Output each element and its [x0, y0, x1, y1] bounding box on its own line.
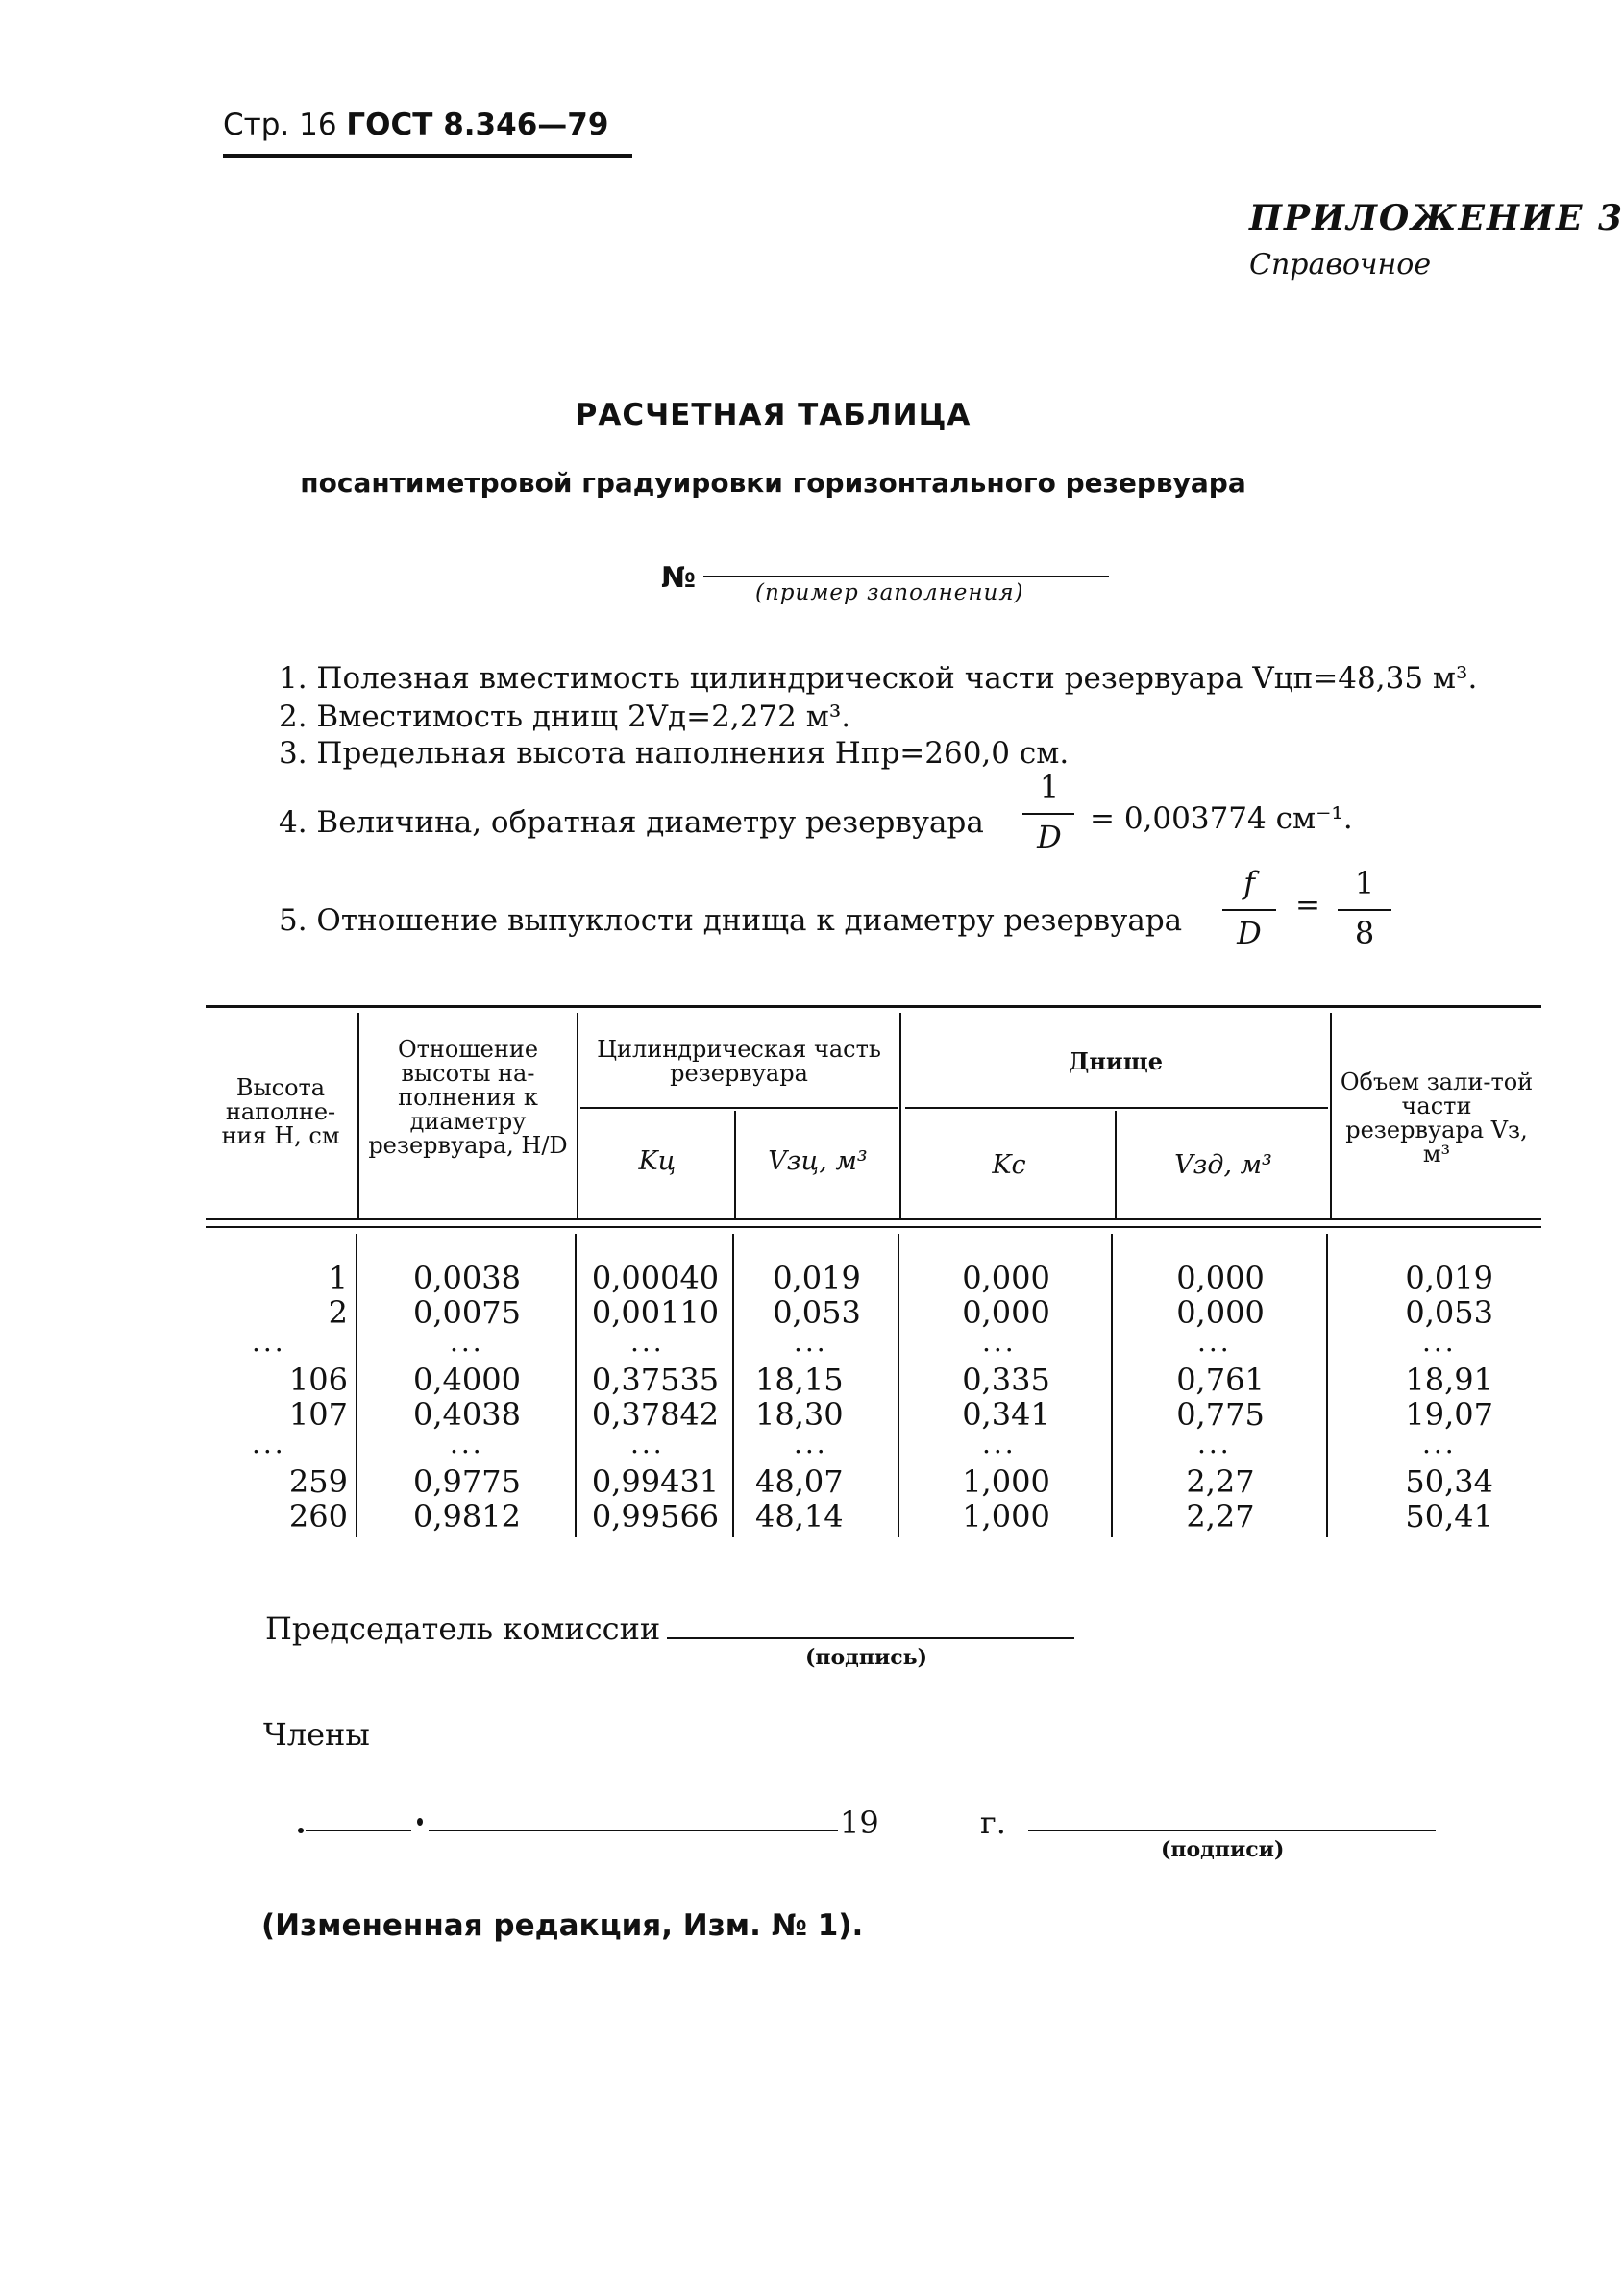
cell-ks: 0,000	[962, 1294, 1050, 1331]
page-header	[223, 108, 608, 142]
formula5-num2: 1	[1354, 865, 1375, 901]
standard-code: ГОСТ 8.346—79	[346, 108, 609, 142]
vline-h1	[357, 1013, 359, 1218]
quote-mark	[417, 1818, 423, 1826]
page-subtitle: посантиметровой градуировки горизонтального резервуара	[300, 467, 1246, 499]
formula5-eq: =	[1295, 888, 1320, 922]
ellipsis: ...	[794, 1326, 828, 1358]
cell-kc: 0,00040	[591, 1260, 720, 1296]
formula5-den2: 8	[1354, 915, 1375, 951]
vline-h5	[1115, 1111, 1117, 1218]
cell-vc: 0,019	[773, 1260, 861, 1296]
year-suffix: г.	[980, 1805, 1006, 1841]
vline-h6	[1330, 1013, 1332, 1218]
vline-b6	[1326, 1234, 1328, 1537]
th-vc: Vзц, м³	[768, 1146, 868, 1176]
ellipsis: ...	[252, 1326, 286, 1358]
cyl-sub-rule	[580, 1107, 898, 1109]
table-row	[578, 1464, 732, 1534]
cell-h: 107	[288, 1396, 348, 1433]
formula4-denominator: D	[1037, 819, 1062, 855]
table-row	[1330, 1464, 1532, 1534]
chairman-label: Председатель комиссии	[265, 1610, 661, 1647]
header-rule-2	[206, 1226, 1541, 1228]
formula5-den1: D	[1237, 915, 1262, 951]
table-row	[901, 1261, 1111, 1330]
th-ratio: Отношение высоты на-полнения к диаметру резервуара, H/D	[368, 1036, 568, 1159]
formula5-num1: f	[1243, 865, 1255, 901]
cell-ks: 1,000	[962, 1498, 1050, 1535]
cell-h: 1	[328, 1260, 348, 1296]
ellipsis: ...	[450, 1326, 484, 1358]
vline-b2	[575, 1234, 577, 1537]
table-row	[359, 1261, 575, 1330]
th-ks: Kс	[992, 1150, 1026, 1180]
cell-v: 0,019	[1405, 1260, 1493, 1296]
amendment-note: (Измененная редакция, Изм. № 1).	[261, 1908, 864, 1943]
header-rule	[223, 154, 632, 158]
appendix-subtitle: Справочное	[1249, 248, 1432, 282]
ellipsis: ...	[630, 1326, 665, 1358]
cell-vc: 48,14	[755, 1498, 844, 1535]
page-number: Стр. 16	[223, 108, 337, 142]
table-row	[359, 1464, 575, 1534]
cell-vd: 0,775	[1176, 1396, 1265, 1433]
cell-kc: 0,37842	[591, 1396, 720, 1433]
cell-vd: 0,000	[1176, 1294, 1265, 1331]
ellipsis: ...	[630, 1428, 665, 1460]
cell-h: 259	[288, 1463, 348, 1500]
table-row	[901, 1363, 1111, 1432]
cell-v: 50,34	[1405, 1463, 1493, 1500]
table-row	[206, 1261, 348, 1330]
ellipsis: ...	[1197, 1428, 1232, 1460]
table-row	[1330, 1363, 1532, 1432]
table-row	[736, 1464, 898, 1534]
ellipsis: ...	[1422, 1326, 1457, 1358]
table-row	[1115, 1261, 1326, 1330]
chairman-caption: (подпись)	[805, 1645, 928, 1670]
cell-hd: 0,9775	[413, 1463, 521, 1500]
th-kc: Kц	[638, 1146, 677, 1176]
item-3: 3. Предельная высота наполнения Hпр=260,0 см.	[279, 736, 1070, 771]
th-cyl: Цилиндрическая часть резервуара	[597, 1036, 881, 1087]
table-row	[736, 1261, 898, 1330]
th-height: Высота наполне-ния H, см	[221, 1074, 340, 1149]
table-row	[736, 1363, 898, 1432]
formula5-bar2	[1338, 909, 1391, 911]
cell-vc: 18,30	[755, 1396, 844, 1433]
table-row	[206, 1464, 348, 1534]
cell-kc: 0,99566	[591, 1498, 720, 1535]
item-1: 1. Полезная вместимость цилиндрической части резервуара Vцп=48,35 м³.	[279, 661, 1478, 696]
formula4-result: = 0,003774 см⁻¹.	[1090, 801, 1353, 836]
cell-v: 18,91	[1405, 1362, 1493, 1398]
table-top-rule	[206, 1005, 1541, 1008]
cell-ks: 0,000	[962, 1260, 1050, 1296]
ellipsis: ...	[1422, 1428, 1457, 1460]
table-row	[1115, 1464, 1326, 1534]
cell-vd: 0,761	[1176, 1362, 1265, 1398]
quote-mark	[298, 1828, 304, 1833]
ellipsis: ...	[982, 1326, 1017, 1358]
vline-h3	[734, 1111, 736, 1218]
table-row	[901, 1464, 1111, 1534]
th-vd: Vзд, м³	[1174, 1150, 1272, 1180]
header-rule-1	[206, 1218, 1541, 1220]
vline-b1	[356, 1234, 357, 1537]
vline-h4	[899, 1013, 901, 1218]
cell-kc: 0,37535	[591, 1362, 720, 1398]
cell-hd: 0,9812	[413, 1498, 521, 1535]
cell-ks: 0,335	[962, 1362, 1050, 1398]
cell-vc: 18,15	[755, 1362, 844, 1398]
table-row	[359, 1363, 575, 1432]
cell-hd: 0,0075	[413, 1294, 521, 1331]
appendix-title: ПРИЛОЖЕНИЕ 3	[1249, 198, 1624, 238]
number-label: №	[661, 561, 697, 595]
members-label: Члены	[263, 1716, 370, 1753]
cell-vd: 2,27	[1186, 1463, 1255, 1500]
cell-hd: 0,4000	[413, 1362, 521, 1398]
vline-h2	[577, 1013, 578, 1218]
item-4: 4. Величина, обратная диаметру резервуара	[279, 805, 984, 840]
ellipsis: ...	[1197, 1326, 1232, 1358]
ellipsis: ...	[450, 1428, 484, 1460]
item-5: 5. Отношение выпуклости днища к диаметру резервуара	[279, 903, 1183, 938]
cell-vc: 0,053	[773, 1294, 861, 1331]
cell-vc: 48,07	[755, 1463, 844, 1500]
cell-h: 106	[288, 1362, 348, 1398]
table-row	[578, 1363, 732, 1432]
year-prefix: 19	[840, 1805, 879, 1841]
number-line	[703, 576, 1109, 577]
month-line	[429, 1830, 838, 1831]
vline-b3	[732, 1234, 734, 1537]
table-row	[1115, 1363, 1326, 1432]
vline-b4	[898, 1234, 899, 1537]
day-line	[306, 1830, 411, 1831]
th-total: Объем зали-той части резервуара Vз, м³	[1340, 1069, 1534, 1167]
table-row	[206, 1363, 348, 1432]
formula5-bar1	[1222, 909, 1276, 911]
ellipsis: ...	[794, 1428, 828, 1460]
cell-hd: 0,0038	[413, 1260, 521, 1296]
cell-ks: 0,341	[962, 1396, 1050, 1433]
bottom-sub-rule	[905, 1107, 1328, 1109]
ellipsis: ...	[982, 1428, 1017, 1460]
table-row	[1330, 1261, 1532, 1330]
cell-kc: 0,99431	[591, 1463, 720, 1500]
table-row	[578, 1261, 732, 1330]
members-line	[1028, 1830, 1436, 1831]
formula4-bar	[1022, 813, 1074, 815]
cell-kc: 0,00110	[591, 1294, 720, 1331]
page-title: РАСЧЕТНАЯ ТАБЛИЦА	[575, 398, 972, 432]
cell-v: 50,41	[1405, 1498, 1493, 1535]
cell-v: 0,053	[1405, 1294, 1493, 1331]
cell-hd: 0,4038	[413, 1396, 521, 1433]
formula4-numerator: 1	[1039, 769, 1060, 805]
ellipsis: ...	[252, 1428, 286, 1460]
cell-vd: 0,000	[1176, 1260, 1265, 1296]
vline-b5	[1111, 1234, 1113, 1537]
number-caption: (пример заполнения)	[755, 580, 1024, 605]
cell-h: 2	[328, 1294, 348, 1331]
cell-ks: 1,000	[962, 1463, 1050, 1500]
cell-vd: 2,27	[1186, 1498, 1255, 1535]
chairman-line	[667, 1637, 1074, 1639]
item-2: 2. Вместимость днищ 2Vд=2,272 м³.	[279, 700, 851, 734]
th-bottom: Днище	[1069, 1047, 1163, 1075]
cell-h: 260	[288, 1498, 348, 1535]
members-caption: (подписи)	[1161, 1837, 1285, 1862]
cell-v: 19,07	[1405, 1396, 1493, 1433]
